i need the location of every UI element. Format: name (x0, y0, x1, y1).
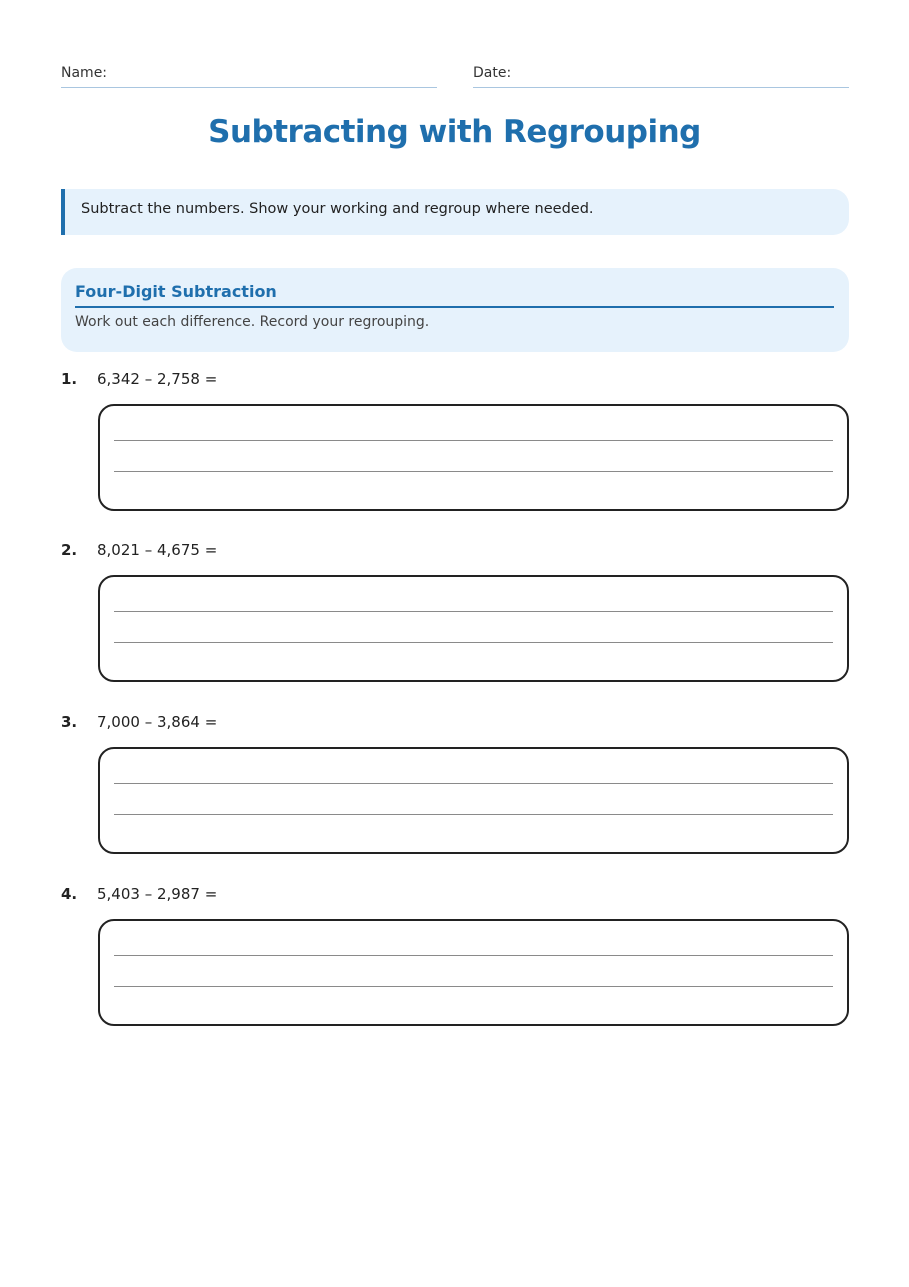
answer-line (114, 783, 833, 784)
answer-line (114, 986, 833, 987)
question-number: 3. (61, 713, 78, 731)
question-3 (61, 713, 849, 735)
question-problem: 7,000 – 3,864 = (97, 713, 218, 731)
answer-box[interactable] (98, 919, 849, 1026)
answer-line (114, 955, 833, 956)
question-label (61, 885, 849, 907)
date-label: Date: (473, 65, 512, 81)
answer-box[interactable] (98, 747, 849, 854)
answer-box[interactable] (98, 404, 849, 511)
question-1 (61, 370, 849, 392)
question-number: 2. (61, 541, 78, 559)
instructions-box (61, 189, 849, 235)
name-field[interactable] (61, 62, 437, 88)
question-problem: 8,021 – 4,675 = (97, 541, 218, 559)
section-title: Four-Digit Subtraction (75, 282, 834, 308)
date-field[interactable] (473, 62, 849, 88)
question-problem: 5,403 – 2,987 = (97, 885, 218, 903)
question-problem: 6,342 – 2,758 = (97, 370, 218, 388)
answer-box[interactable] (98, 575, 849, 682)
answer-line (114, 642, 833, 643)
page-title: Subtracting with Regrouping (208, 114, 701, 150)
answer-line (114, 611, 833, 612)
question-label (61, 713, 849, 735)
answer-line (114, 440, 833, 441)
question-4 (61, 885, 849, 907)
question-2 (61, 541, 849, 563)
question-number: 4. (61, 885, 78, 903)
answer-line (114, 471, 833, 472)
question-number: 1. (61, 370, 78, 388)
section-subtitle: Work out each difference. Record your regrouping. (75, 314, 430, 330)
answer-line (114, 814, 833, 815)
instructions-text: Subtract the numbers. Show your working and regroup where needed. (81, 201, 594, 217)
name-label: Name: (61, 65, 108, 81)
section-header (61, 268, 849, 352)
question-label (61, 370, 849, 392)
question-label (61, 541, 849, 563)
